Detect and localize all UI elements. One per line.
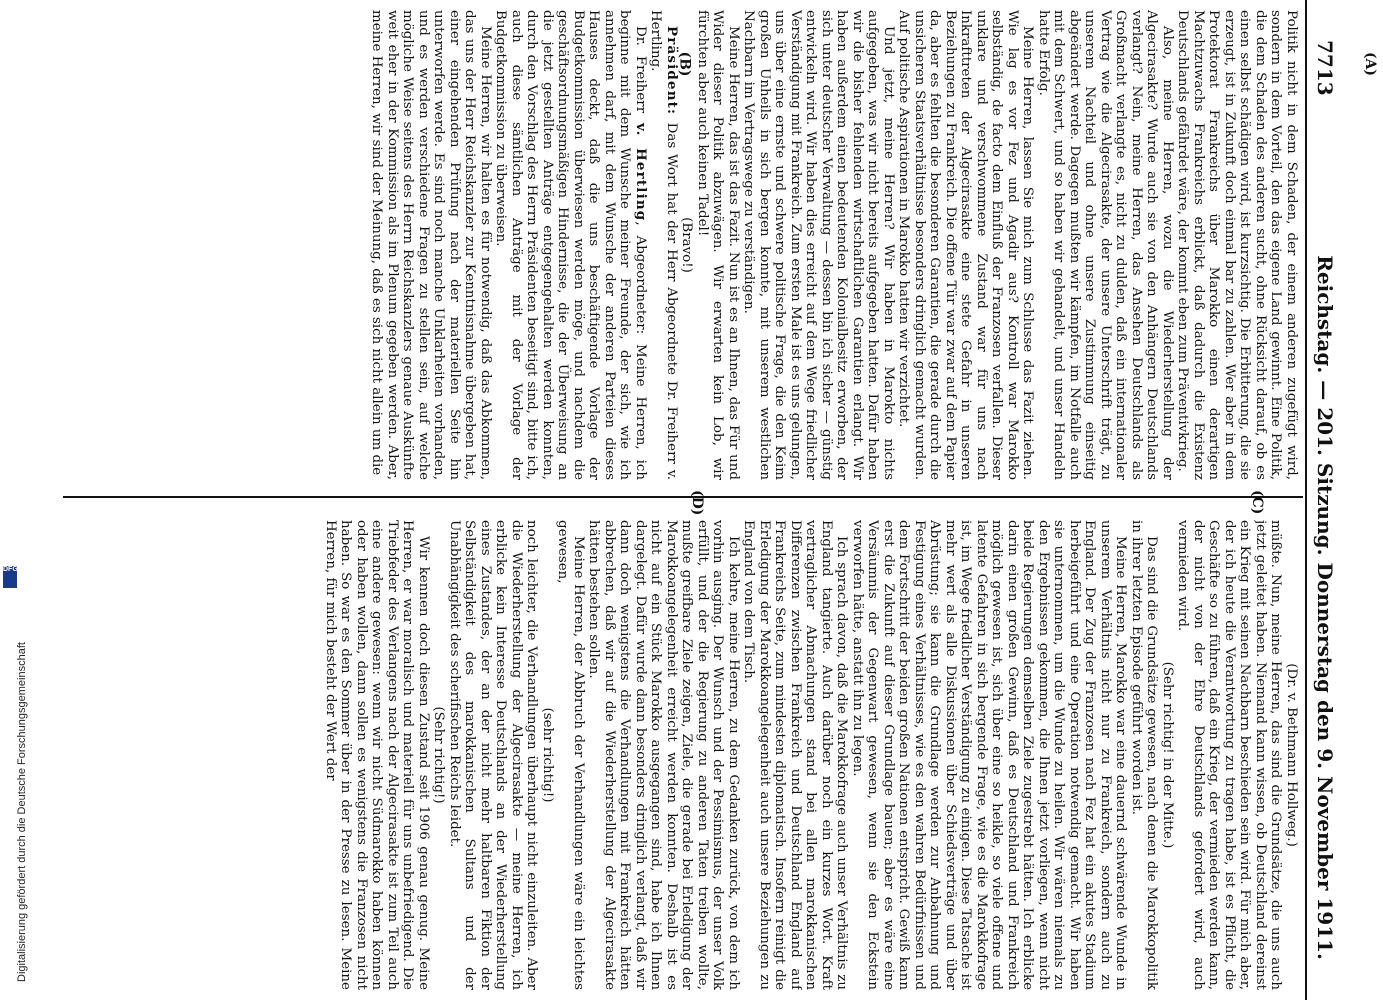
paragraph: Politik nicht in dem Schaden, der einem anderen zugefügt wird, sondern in dem Vorteil, den das eigene Land gewinnt. Eine Politik, die dem Schaden des anderen sucht, ohne Rücksicht darauf, ob es einen selbst schädigen wird, ist kurzsichtig. Die Erbitterung, die sie erzeugt, ist in Zukunft doch einmal bar zu zahlen. Wer aber in dem Protektorat Frankreichs über Marokko einen derartigen Machtzuwachs Frankreichs erblickt, daß dadurch die Existenz Deutschlands gefährdet wäre, der kommt eben zum Präventivkrieg. bbox=[1175, 10, 1299, 480]
paragraph: Ich sprach davon, daß die Marokkofrage auch unser Verhältnis zu England tangierte. Auch darüber noch ein kurzes Wort. Kraft vertraglicher Abmachungen stand bei allen marokkanischen Differenzen zwischen Frankreich und Deutschland England auf Frankreichs Seite, zum mindesten diplomatisch. Insofern reinigt die Erledigung der Marokkoangelegenheit auch unsere Beziehungen zu England von dem Tisch. bbox=[741, 520, 850, 990]
paragraph: Meine Herren, das ist das Fazit. Nun ist es an Ihnen, das Für und Wider dieser Politik abzuwägen. Wir erwarten kein Lob, wir fürchten aber auch keinen Tadel! bbox=[695, 10, 741, 480]
interjection: (Bravo!) bbox=[679, 217, 695, 273]
speaker-name: v. Hertling bbox=[633, 123, 649, 222]
column-divider bbox=[63, 496, 1303, 498]
margin-marker-b: (B) bbox=[676, 51, 693, 77]
paragraph: Wir kennen doch diesen Zustand seit 1906 genau genug. Meine Herren, er war moralisch und materiell für uns unbefriedigend. Die Triebfeder des Verlangens nach der Algecirasakte ist zum Teil auch eine andere gewesen: wenn wir nicht Südmarokko haben können oder haben wollen, dann sollen es wenigstens die Franzosen nicht haben. So war es den Sommer über in der Presse zu lesen. Meine Herren, für mich besteht der Wert der bbox=[323, 520, 431, 990]
digitization-footer bbox=[2, 566, 28, 992]
margin-marker-c: (C) bbox=[1249, 490, 1265, 515]
paragraph: Meine Herren, wir halten es für notwendig, daß das Abkommen, das uns der Herr Reichskanzler zur Kenntnisnahme übergeben hat, einer eingehenden Prüfung nach der materiellen Seite hin unterworfen werde. Es sind noch manche Unklarheiten vorhanden, und es werden verschiedene Fragen zu stellen sein, auf welche mögliche Weise seitens des Herrn Reichskanzlers genaue Auskünfte weit eher in der Kommission als im Plenum gegeben werden. Aber, meine Herren, wir sind der Meinung, daß es sich nicht allein um die bbox=[369, 10, 493, 480]
paragraph: Meine Herren, der Abbruch der Verhandlungen wäre ein leichtes gewesen, bbox=[555, 520, 586, 990]
paragraph: Also, meine Herren, wozu die Wiederherstellung der Algecirasakte? Wurde auch sie von den Anhängern Deutschlands verlangt? Nein, meine Herren, das Ansehen Deutschlands als Großmacht verlangte es, nicht zu dulden, daß ein internationaler Vertrag wie die Algecirasakte, der unsere Unterschrift trägt, zu unserem Nachteil und ohne unsere Zustimmung einseitig abgeändert werde. Dagegen mußten wir kämpfen, im Notfalle auch mit dem Schwert, und so haben wir gehandelt, und unser Handeln hatte Erfolg. bbox=[1036, 10, 1175, 480]
interjection: (Sehr richtig! in der Mitte.) bbox=[1160, 661, 1175, 849]
speaker-text: , Abgeordneter: Meine Herren, ich beginne mit dem Wunsche meiner Freunde, der sich, wie ich annehmen darf, mit dem Wunsche der anderen Parteien dieses Hauses deckt, daß die uns beschäftigende Vorlage der Budgetkommission überwiesen werden möge, und nachdem die geschäftsordnungsmäßigen Hindernisse, die der Überweisung an die jetzt gestellten Anträge entgegengehalten werden konnten, durch den Vorschlag des Herrn Präsidenten beseitigt sind, bitte ich, auch diese sämtlichen Anträge mit der Vorlage der Budgetkommission zu überweisen. bbox=[493, 10, 648, 480]
speaker-label: Präsident: bbox=[664, 26, 680, 123]
column-right-text bbox=[59, 10, 1299, 480]
paragraph: Meine Herren, Marokko war eine dauernd schwärende Wunde in unserem Verhältnis nicht nur zu Frankreich, sondern auch zu England. Der Zug der Franzosen nach Fez hat ein akutes Stadium herbeigeführt und eine Operation notwendig gemacht. Wir haben sie unternommen, um die Wunde zu heilen. Wir wären niemals zu den Ergebnissen gekommen, die Ihnen jetzt vorliegen, wenn nicht beide Regierungen demselben Ziele zugestrebt hätten. Ich erblicke darin einen großen Gewinn, daß es Deutschland und Frankreich möglich gewesen ist, sich über eine so heikle, so viele offene und latente Gefahren in sich bergende Frage, wie es die Marokkofrage ist, im Wege friedlicher Verständigung zu einigen. Diese Tatsache ist mehr wert als alle Diskussionen über Schiedsverträge und über Abrüstung; sie kann die Grundlage werden zur Anbahnung und Festigung eines Verhältnisses, wie es den wahren Bedürfnissen und dem Fortschritt der beiden großen Nationen entspricht. Gewiß kann erst die Zukunft auf dieser Grundlage bauen; aber es wäre eine Versäumnis der Gegenwart gewesen, wenn sie den Eckstein verworfen hätte, anstatt ihn zu legen. bbox=[850, 520, 1129, 990]
funding-note: Digitalisierung gefördert durch die Deutsche Forschungsgemeinschaft bbox=[16, 642, 28, 982]
column-left-text bbox=[59, 520, 1299, 990]
page-number: 7713 bbox=[1313, 40, 1337, 96]
interjection: (Sehr richtig!) bbox=[431, 706, 447, 804]
paragraph: noch leichter, die Verhandlungen überhaupt nicht einzuleiten. Aber die Wiederherstellung der Algecirasakte — meine Herren, ich erblicke kein Interesse Deutschlands an der Wiederherstellung eines Zustandes, der an der nicht mehr haltbaren Fiktion der Selbständigkeit des marokkanischen Sultans und der Unabhängigkeit des scherifischen Reichs leidet. bbox=[447, 520, 540, 990]
paragraph: Meine Herren, lassen Sie mich zum Schlusse das Fazit ziehen. Wie lag es vor Fez und Agadir aus? Kontroll war Marokko selbständig, de facto dem Einfluß der Franzosen verfallen. Dieser unklare und verschwommene Zustand war für uns nach Inkrafttreten der Algecirasakte eine stete Gefahr in unseren Beziehungen zu Frankreich. Die offene Tür war zwar auf dem Papier da, aber es fehlten die besonderen Garantien, die gerade durch die unsicheren Staatsverhältnisse besonders dringlich gemacht wurden. Auf politische Aspirationen in Marokko hatten wir verzichtet. bbox=[896, 10, 1036, 480]
page-header bbox=[1305, 0, 1345, 1000]
speaker-prefix: Dr. Freiherr bbox=[633, 26, 648, 124]
speaker-text: Das Wort hat der Herr Abgeordnete Dr. Freiherr v. Hertling. bbox=[648, 10, 679, 480]
speaker-running-head: (Dr. v. Bethmann Hollweg.) bbox=[1284, 663, 1299, 847]
margin-marker-d: (D) bbox=[689, 490, 705, 516]
margin-marker-a: (A) bbox=[1362, 51, 1379, 77]
paragraph bbox=[648, 10, 679, 480]
page-title: Reichstag. — 201. Sitzung. Donnerstag den 9. November 1911. bbox=[1313, 255, 1337, 960]
interjection: (sehr richtig!) bbox=[540, 707, 555, 803]
dfg-logo-icon: DFG bbox=[3, 566, 17, 588]
document-page bbox=[45, 0, 1345, 1000]
paragraph: müßte. Nun, meine Herren, das sind die Grundsätze, die uns auch jetzt geleitet haben. Niemand kann wissen, ob Deutschland dereinst ein Krieg mit seinen Nachbarn beschieden sein wird. Für mich aber, der ich heute die Verantwortung zu tragen habe, ist es Pflicht, die Geschäfte so zu führen, daß ein Krieg, der vermieden werden kann, der nicht von der Ehre Deutschlands gefordert wird, auch vermieden wird. bbox=[1175, 520, 1284, 990]
paragraph: Ich kehre, meine Herren, zu dem Gedanken zurück, von dem ich vorhin ausging. Der Wunsch und der Pessimismus, der unser Volk erfüllt, und der die Regierung zu anderen Taten treiben wollte, mußte greifbare Ziele zeigen, Ziele, die gerade bei Erledigung der Marokkoangelegenheit erreicht werden konnten. Deshalb ist es nicht auf ein Stück Marokko ausgegangen sind, habe ich Ihnen dargelegt. Dafür wurde dann besonders dringlich verlangt, daß wir dann doch wenigstens die Verhandlungen mit Frankreich hätten abbrechen, daß wir auf die Wiederherstellung der Algecirasakte hätten bestehen sollen. bbox=[586, 520, 741, 990]
paragraph bbox=[493, 10, 648, 480]
paragraph: Und jetzt, meine Herren? Wir haben in Marokto nichts aufgegeben, was wir nicht bereits aufgegeben hatten. Dafür haben wir die bisher fehlenden wirtschaftlichen Garantien erlangt. Wir haben außerdem einen bedeutenden Kolonialbesitz erworben, der sich unter deutscher Verwaltung — dessen bin ich sicher — günstig entwickeln wird. Wir haben dies erreicht auf dem Wege friedlicher Verständigung mit Frankreich. Zum ersten Male ist es uns gelungen, uns über eine ernste und schwere politische Frage, die den Keim großen Unheils in sich bergen konnte, mit unserem westlichen Nachbarn im Vertragswege zu verständigen. bbox=[741, 10, 896, 480]
paragraph: Das sind die Grundsätze gewesen, nach denen die Marokkopolitik in ihrer letzten Episode geführt worden ist. bbox=[1129, 520, 1160, 990]
